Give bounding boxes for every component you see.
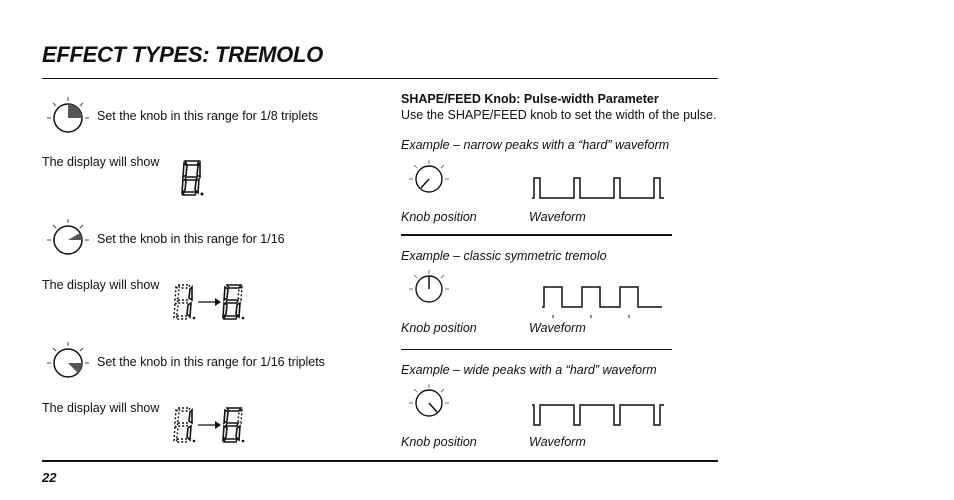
knob-range-icon (46, 218, 90, 262)
page-number: 22 (42, 470, 57, 485)
example-title: Example – narrow peaks with a “hard” waveform (401, 138, 670, 152)
waveform-label: Waveform (529, 435, 586, 449)
knob-position-icon (407, 160, 451, 200)
header-rule (42, 78, 718, 79)
display-caption: The display will show (42, 401, 160, 415)
page-title: EFFECT TYPES: TREMOLO (42, 42, 323, 67)
knob-range-icon (46, 96, 90, 140)
knob-position-icon (407, 384, 451, 424)
example-divider (401, 349, 672, 350)
example-divider (401, 234, 672, 236)
waveform-narrow-icon (530, 176, 666, 200)
waveform-label: Waveform (529, 321, 586, 335)
display-1-6-icon (172, 281, 252, 323)
knob-caption: Set the knob in this range for 1/16 (97, 232, 285, 246)
display-caption: The display will show (42, 155, 160, 169)
waveform-symmetric-icon (540, 285, 666, 319)
display-caption: The display will show (42, 278, 160, 292)
example-title: Example – wide peaks with a “hard” waveform (401, 363, 657, 377)
example-title: Example – classic symmetric tremolo (401, 249, 607, 263)
waveform-wide-icon (530, 403, 666, 429)
knob-position-label: Knob position (401, 435, 477, 449)
knob-position-label: Knob position (401, 210, 477, 224)
waveform-label: Waveform (529, 210, 586, 224)
section-heading: SHAPE/FEED Knob: Pulse-width Parameter (401, 92, 659, 106)
display-8-icon (178, 158, 208, 198)
footer-rule (42, 460, 718, 462)
knob-caption: Set the knob in this range for 1/16 triplets (97, 355, 325, 369)
section-intro: Use the SHAPE/FEED knob to set the width of the pulse. (401, 108, 717, 122)
knob-caption: Set the knob in this range for 1/8 triplets (97, 109, 318, 123)
knob-position-icon (407, 270, 451, 310)
knob-range-icon (46, 341, 90, 385)
display-1-6-icon (172, 404, 252, 446)
knob-position-label: Knob position (401, 321, 477, 335)
